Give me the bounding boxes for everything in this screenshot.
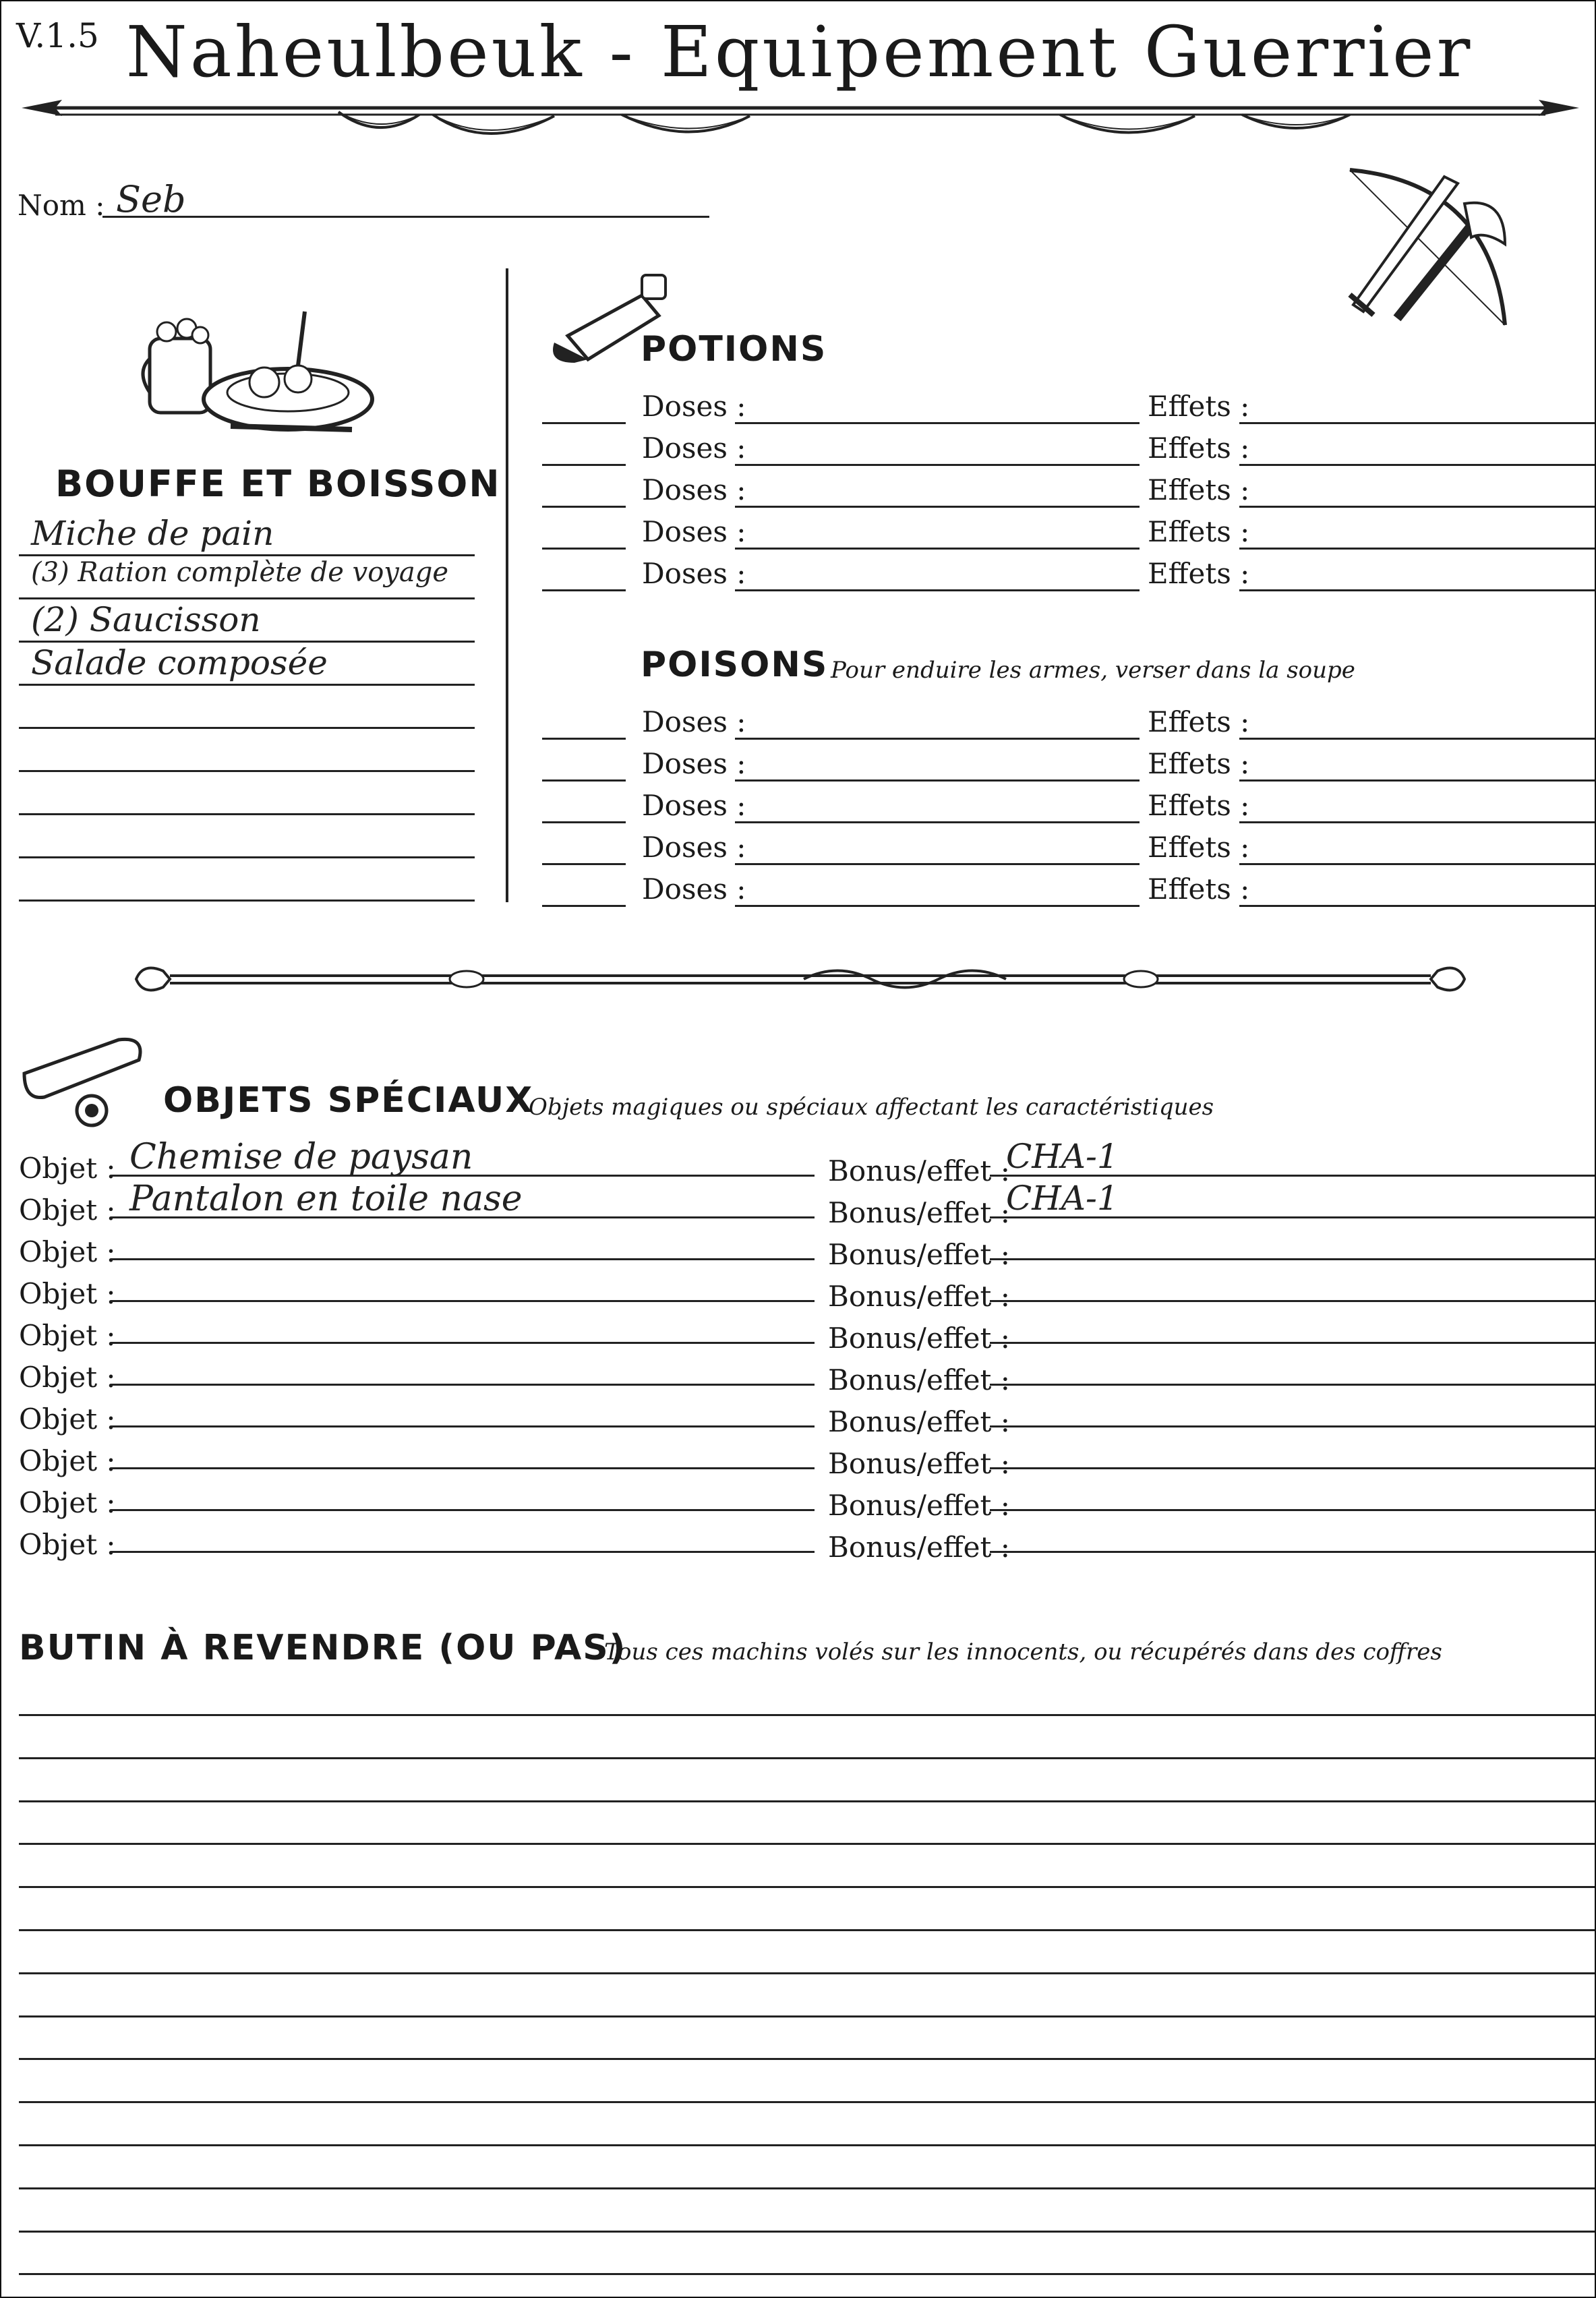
dose-count-line[interactable] [542, 464, 626, 466]
effect-label: Effets : [1148, 747, 1250, 780]
dose-line[interactable] [735, 779, 1140, 782]
dose-label: Doses : [642, 705, 746, 738]
column-divider [506, 268, 508, 902]
food-line [19, 597, 475, 599]
staff-divider-icon [129, 959, 1471, 999]
dose-label: Doses : [642, 473, 746, 506]
dose-label: Doses : [642, 747, 746, 780]
loot-line[interactable] [19, 1800, 1596, 1802]
food-line [19, 770, 475, 772]
food-line [19, 856, 475, 858]
bonus-label: Bonus/effet : [828, 1280, 1010, 1313]
bonus-value[interactable]: CHA-1 [1006, 1137, 1119, 1176]
dose-line[interactable] [735, 905, 1140, 907]
effect-line[interactable] [1239, 779, 1596, 782]
loot-line[interactable] [19, 2015, 1596, 2017]
effect-label: Effets : [1148, 557, 1250, 590]
dose-label: Doses : [642, 515, 746, 548]
food-line [19, 813, 475, 815]
bonus-label: Bonus/effet : [828, 1363, 1010, 1396]
bonus-line[interactable] [990, 1509, 1596, 1511]
loot-line[interactable] [19, 1929, 1596, 1931]
object-line[interactable] [111, 1467, 815, 1469]
weapons-icon [1323, 156, 1525, 338]
bonus-label: Bonus/effet : [828, 1322, 1010, 1355]
food-bowl-icon [136, 298, 379, 440]
loot-line[interactable] [19, 2231, 1596, 2233]
loot-line[interactable] [19, 1843, 1596, 1845]
bonus-label: Bonus/effet : [828, 1196, 1010, 1229]
special-heading: OBJETS SPÉCIAUX [163, 1080, 534, 1121]
dose-label: Doses : [642, 831, 746, 864]
dose-label: Doses : [642, 557, 746, 590]
effect-line[interactable] [1239, 821, 1596, 823]
object-label: Objet : [19, 1277, 116, 1310]
dose-line[interactable] [735, 464, 1140, 466]
loot-line[interactable] [19, 1757, 1596, 1759]
object-line[interactable] [111, 1342, 815, 1344]
bonus-label: Bonus/effet : [828, 1405, 1010, 1438]
object-label: Objet : [19, 1486, 116, 1519]
food-item[interactable]: (2) Saucisson [31, 600, 261, 639]
dose-label: Doses : [642, 789, 746, 822]
loot-subtitle: Tous ces machins volés sur les innocents, ou récupérés dans des coffres [604, 1639, 1442, 1666]
bonus-label: Bonus/effet : [828, 1489, 1010, 1522]
dose-line[interactable] [735, 821, 1140, 823]
effect-label: Effets : [1148, 705, 1250, 738]
bonus-line[interactable] [990, 1425, 1596, 1427]
name-label: Nom : [18, 189, 105, 222]
loot-line[interactable] [19, 2144, 1596, 2146]
dose-line[interactable] [735, 589, 1140, 591]
loot-line[interactable] [19, 1714, 1596, 1716]
dose-line[interactable] [735, 863, 1140, 865]
food-heading: BOUFFE ET BOISSON [55, 463, 501, 505]
bonus-line[interactable] [990, 1300, 1596, 1302]
object-label: Objet : [19, 1444, 116, 1477]
object-line[interactable] [111, 1300, 815, 1302]
object-line[interactable] [111, 1258, 815, 1260]
effect-line[interactable] [1239, 905, 1596, 907]
object-label: Objet : [19, 1528, 116, 1561]
bonus-line[interactable] [990, 1258, 1596, 1260]
bonus-label: Bonus/effet : [828, 1238, 1010, 1271]
effect-label: Effets : [1148, 873, 1250, 906]
food-item[interactable]: (3) Ration complète de voyage [31, 557, 449, 588]
object-value[interactable]: Pantalon en toile nase [129, 1179, 523, 1219]
poisons-heading: POISONS [641, 645, 829, 685]
name-line [102, 216, 709, 218]
object-label: Objet : [19, 1152, 116, 1185]
name-value[interactable]: Seb [116, 178, 186, 220]
dose-count-line[interactable] [542, 422, 626, 424]
bonus-label: Bonus/effet : [828, 1154, 1010, 1187]
dose-count-line[interactable] [542, 905, 626, 907]
dose-count-line[interactable] [542, 506, 626, 508]
food-item[interactable]: Miche de pain [31, 514, 274, 553]
object-label: Objet : [19, 1403, 116, 1436]
effect-line[interactable] [1239, 738, 1596, 740]
dose-count-line[interactable] [542, 863, 626, 865]
effect-label: Effets : [1148, 473, 1250, 506]
page-title: Naheulbeuk - Equipement Guerrier [125, 11, 1473, 93]
poisons-subtitle: Pour enduire les armes, verser dans la soupe [831, 657, 1355, 684]
bonus-label: Bonus/effet : [828, 1447, 1010, 1480]
dose-label: Doses : [642, 873, 746, 906]
effect-line[interactable] [1239, 589, 1596, 591]
dose-count-line[interactable] [542, 779, 626, 782]
loot-line[interactable] [19, 2058, 1596, 2060]
dose-line[interactable] [735, 548, 1140, 550]
bonus-line[interactable] [990, 1384, 1596, 1386]
loot-heading: BUTIN À REVENDRE (OU PAS) [19, 1628, 627, 1668]
bonus-label: Bonus/effet : [828, 1531, 1010, 1564]
loot-line[interactable] [19, 1972, 1596, 1974]
dose-count-line[interactable] [542, 738, 626, 740]
object-line[interactable] [111, 1384, 815, 1386]
dose-line[interactable] [735, 506, 1140, 508]
effect-line[interactable] [1239, 506, 1596, 508]
food-line [19, 641, 475, 643]
dose-label: Doses : [642, 432, 746, 465]
object-label: Objet : [19, 1319, 116, 1352]
object-label: Objet : [19, 1235, 116, 1268]
spear-divider-icon [15, 88, 1586, 148]
bonus-value[interactable]: CHA-1 [1006, 1179, 1119, 1218]
effect-label: Effets : [1148, 831, 1250, 864]
object-line[interactable] [111, 1509, 815, 1511]
version-label: V.1.5 [16, 16, 99, 55]
object-line[interactable] [111, 1425, 815, 1427]
loot-line[interactable] [19, 2101, 1596, 2103]
dose-count-line[interactable] [542, 821, 626, 823]
loot-line[interactable] [19, 1886, 1596, 1888]
effect-label: Effets : [1148, 789, 1250, 822]
bonus-line[interactable] [990, 1342, 1596, 1344]
object-value[interactable]: Chemise de paysan [129, 1137, 473, 1177]
loot-line[interactable] [19, 2273, 1596, 2275]
dose-line[interactable] [735, 738, 1140, 740]
effect-label: Effets : [1148, 390, 1250, 423]
loot-line[interactable] [19, 2187, 1596, 2189]
dose-count-line[interactable] [542, 589, 626, 591]
potions-heading: POTIONS [641, 329, 827, 370]
effect-label: Effets : [1148, 432, 1250, 465]
effect-line[interactable] [1239, 548, 1596, 550]
food-item[interactable]: Salade composée [31, 643, 328, 682]
bonus-line[interactable] [990, 1467, 1596, 1469]
special-subtitle: Objets magiques ou spéciaux affectant les caractéristiques [529, 1094, 1214, 1121]
effect-line[interactable] [1239, 863, 1596, 865]
effect-label: Effets : [1148, 515, 1250, 548]
food-line [19, 684, 475, 686]
object-line[interactable] [111, 1551, 815, 1553]
scroll-ring-icon [18, 1033, 159, 1134]
food-line [19, 900, 475, 902]
dose-line[interactable] [735, 422, 1140, 424]
effect-line[interactable] [1239, 464, 1596, 466]
dose-label: Doses : [642, 390, 746, 423]
effect-line[interactable] [1239, 422, 1596, 424]
object-label: Objet : [19, 1361, 116, 1394]
object-label: Objet : [19, 1194, 116, 1227]
bonus-line[interactable] [990, 1551, 1596, 1553]
dose-count-line[interactable] [542, 548, 626, 550]
food-line [19, 554, 475, 556]
food-line [19, 727, 475, 729]
